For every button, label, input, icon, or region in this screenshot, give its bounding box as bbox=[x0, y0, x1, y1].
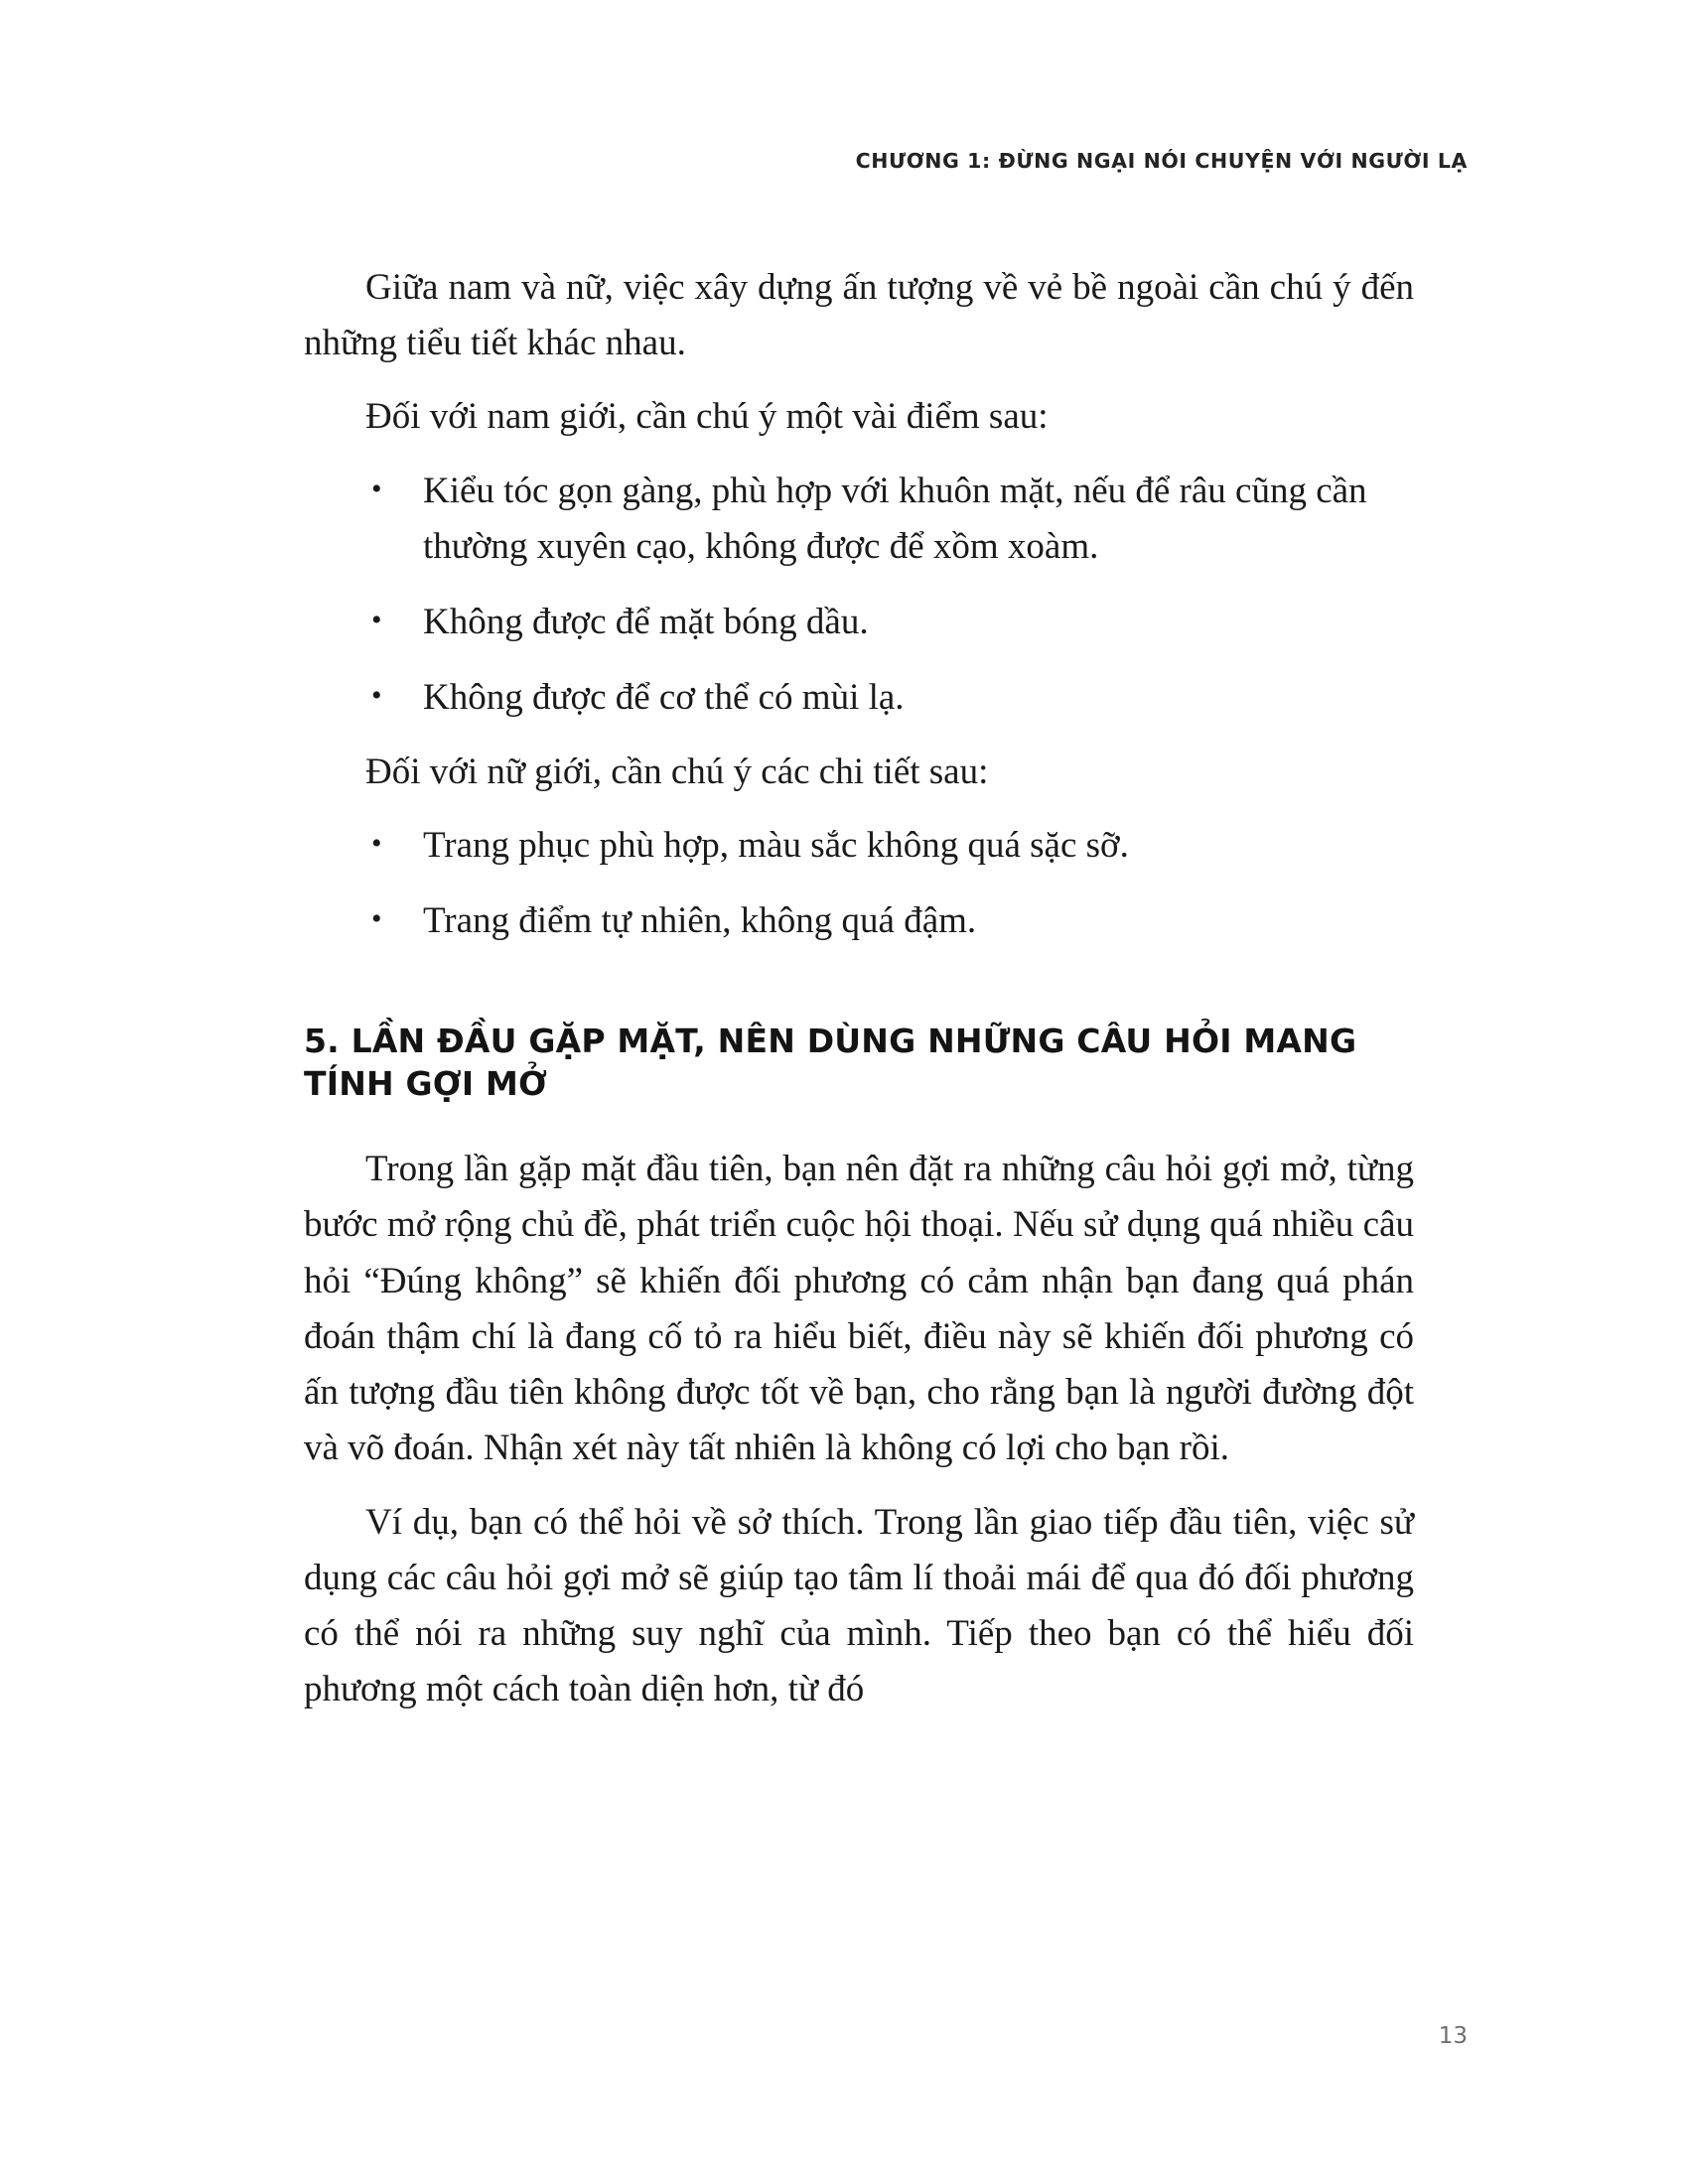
bullet-icon: • bbox=[371, 902, 382, 936]
list-item bbox=[304, 670, 1414, 726]
male-guidelines-list bbox=[304, 464, 1414, 727]
paragraph-intro: Giữa nam và nữ, việc xây dựng ấn tượng về vẻ bề ngoài cần chú ý đến những tiểu tiết khác nhau. bbox=[304, 267, 1414, 364]
bullet-icon: • bbox=[371, 826, 382, 860]
bullet-icon: • bbox=[371, 679, 382, 713]
list-item-label: Không được để mặt bóng dầu. bbox=[423, 602, 869, 643]
list-item bbox=[304, 893, 1414, 949]
running-head: CHƯƠNG 1: ĐỪNG NGẠI NÓI CHUYỆN VỚI NGƯỜI LẠ bbox=[855, 149, 1468, 173]
section-heading: 5. LẦN ĐẦU GẶP MẶT, NÊN DÙNG NHỮNG CÂU HỎI MANG TÍNH GỢI MỞ bbox=[304, 1022, 1357, 1104]
paragraph-section-body-2: Ví dụ, bạn có thể hỏi về sở thích. Trong lần giao tiếp đầu tiên, việc sử dụng các câu hỏi gợi mở sẽ giúp tạo tâm lí thoải mái để qua đó đối phương có thể nói ra những suy nghĩ của mình. Tiếp theo bạn có thể hiểu đối phương một cách toàn diện hơn, từ đó bbox=[304, 1501, 1414, 1710]
paragraph-female-lead-in: Đối với nữ giới, cần chú ý các chi tiết sau: bbox=[365, 751, 989, 792]
paragraph-section-body-1: Trong lần gặp mặt đầu tiên, bạn nên đặt ra những câu hỏi gợi mở, từng bước mở rộng chủ đề, phát triển cuộc hội thoại. Nếu sử dụng quá nhiều câu hỏi “Đúng không” sẽ khiến đối phương có cảm nhận bạn đang quá phán đoán thậm chí là đang cố tỏ ra hiểu biết, điều này sẽ khiến đối phương có ấn tượng đầu tiên không được tốt về bạn, cho rằng bạn là người đường đột và võ đoán. Nhận xét này tất nhiên là không có lợi cho bạn rồi. bbox=[304, 1149, 1414, 1469]
page-number: 13 bbox=[1438, 2023, 1468, 2049]
bullet-icon: • bbox=[371, 472, 382, 505]
bullet-icon: • bbox=[371, 604, 382, 637]
list-item bbox=[304, 464, 1414, 575]
list-item-label: Trang điểm tự nhiên, không quá đậm. bbox=[423, 900, 977, 942]
list-item-label: Trang phục phù hợp, màu sắc không quá sặc sỡ. bbox=[423, 824, 1129, 866]
paragraph-male-lead-in: Đối với nam giới, cần chú ý một vài điểm sau: bbox=[365, 396, 1049, 438]
list-item bbox=[304, 595, 1414, 650]
list-item-label: Kiểu tóc gọn gàng, phù hợp với khuôn mặt, nếu để râu cũng cần thường xuyên cạo, không được để xồm xoàm. bbox=[423, 470, 1367, 567]
list-item-label: Không được để cơ thể có mùi lạ. bbox=[423, 677, 905, 719]
list-item bbox=[304, 818, 1414, 874]
female-guidelines-list bbox=[304, 818, 1414, 949]
page-content bbox=[304, 260, 1414, 1735]
